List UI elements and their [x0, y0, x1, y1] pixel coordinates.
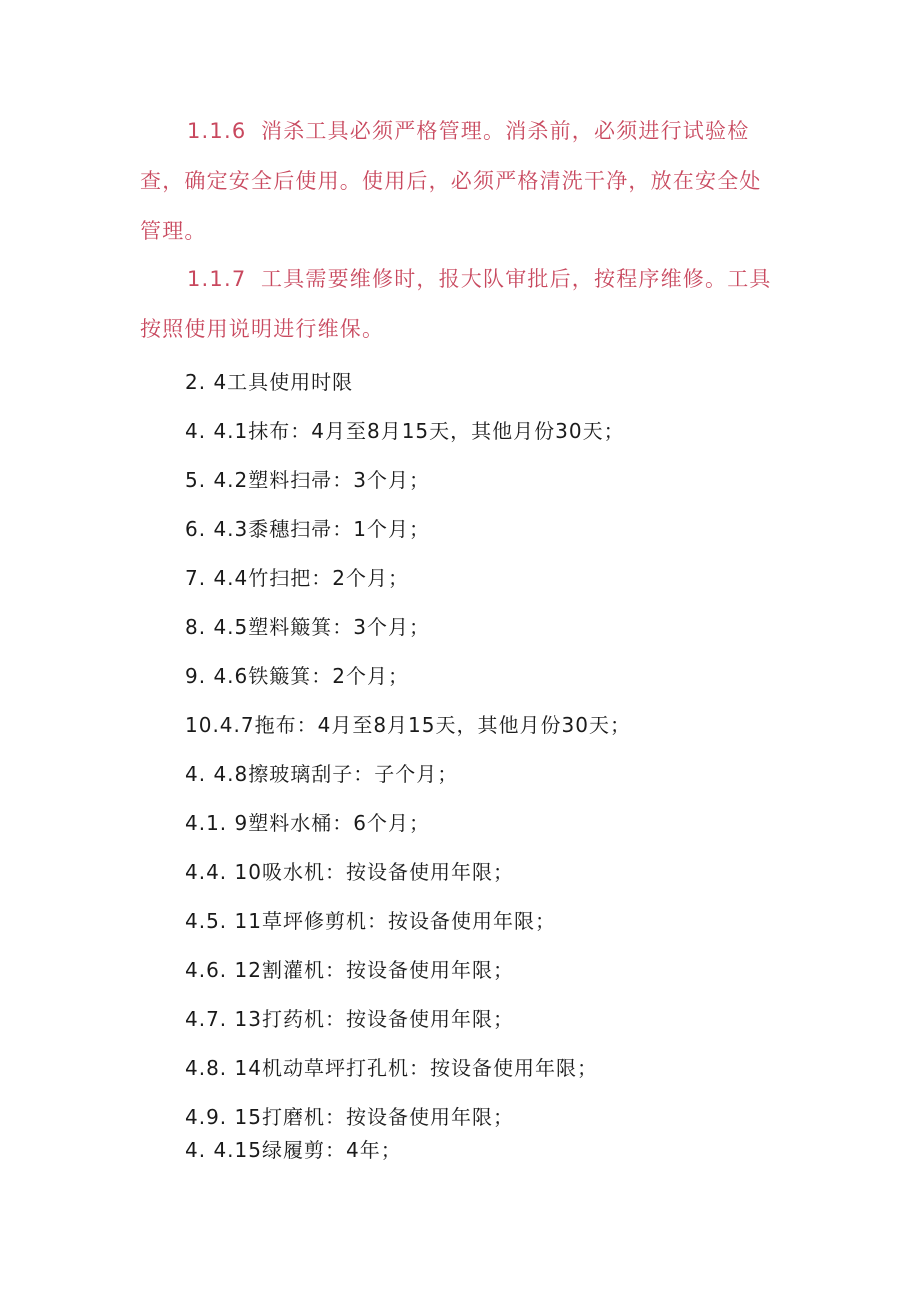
list-item: 9. 4.6铁簸箕：2个月；	[185, 664, 409, 688]
list-item: 4.1. 9塑料水桶：6个月；	[185, 811, 430, 835]
section-number: 1.1.6	[187, 119, 247, 143]
list-item: 8. 4.5塑料簸箕：3个月；	[185, 615, 430, 639]
paragraph-text: 工具需要维修时，报大队审批后，按程序维修。工具	[261, 267, 772, 291]
list-item: 4.4. 10吸水机：按设备使用年限；	[185, 860, 514, 884]
list-item: 6. 4.3黍穗扫帚：1个月；	[185, 517, 430, 541]
paragraph-line: 按照使用说明进行维保。	[140, 317, 385, 341]
list-item: 5. 4.2塑料扫帚：3个月；	[185, 468, 430, 492]
paragraph-line	[140, 106, 790, 156]
list-item: 4.5. 11草坪修剪机：按设备使用年限；	[185, 909, 556, 933]
list-item: 4. 4.8擦玻璃刮子：子个月；	[185, 762, 459, 786]
list-item: 4.9. 15打磨机：按设备使用年限；	[185, 1105, 514, 1129]
paragraph-line: 查，确定安全后使用。使用后，必须严格清洗干净，放在安全处	[140, 169, 762, 193]
section-number: 1.1.7	[187, 267, 247, 291]
list-item: 4.7. 13打药机：按设备使用年限；	[185, 1007, 514, 1031]
list-item: 4.6. 12割灌机：按设备使用年限；	[185, 958, 514, 982]
list-item: 4. 4.15绿履剪：4年；	[185, 1138, 402, 1162]
paragraph-line: 管理。	[140, 219, 207, 243]
paragraph-1-1-7	[140, 254, 790, 354]
list-item: 10.4.7拖布：4月至8月15天，其他月份30天；	[185, 713, 631, 737]
tool-lifespan-list	[185, 358, 825, 1164]
paragraph-text: 消杀工具必须严格管理。消杀前，必须进行试验检	[261, 119, 750, 143]
list-item: 7. 4.4竹扫把：2个月；	[185, 566, 409, 590]
paragraph-1-1-6	[140, 106, 790, 256]
list-item: 4.8. 14机动草坪打孔机：按设备使用年限；	[185, 1056, 598, 1080]
list-item: 4. 4.1抹布：4月至8月15天，其他月份30天；	[185, 419, 625, 443]
paragraph-line	[140, 254, 790, 304]
list-heading: 2. 4工具使用时限	[185, 370, 354, 394]
